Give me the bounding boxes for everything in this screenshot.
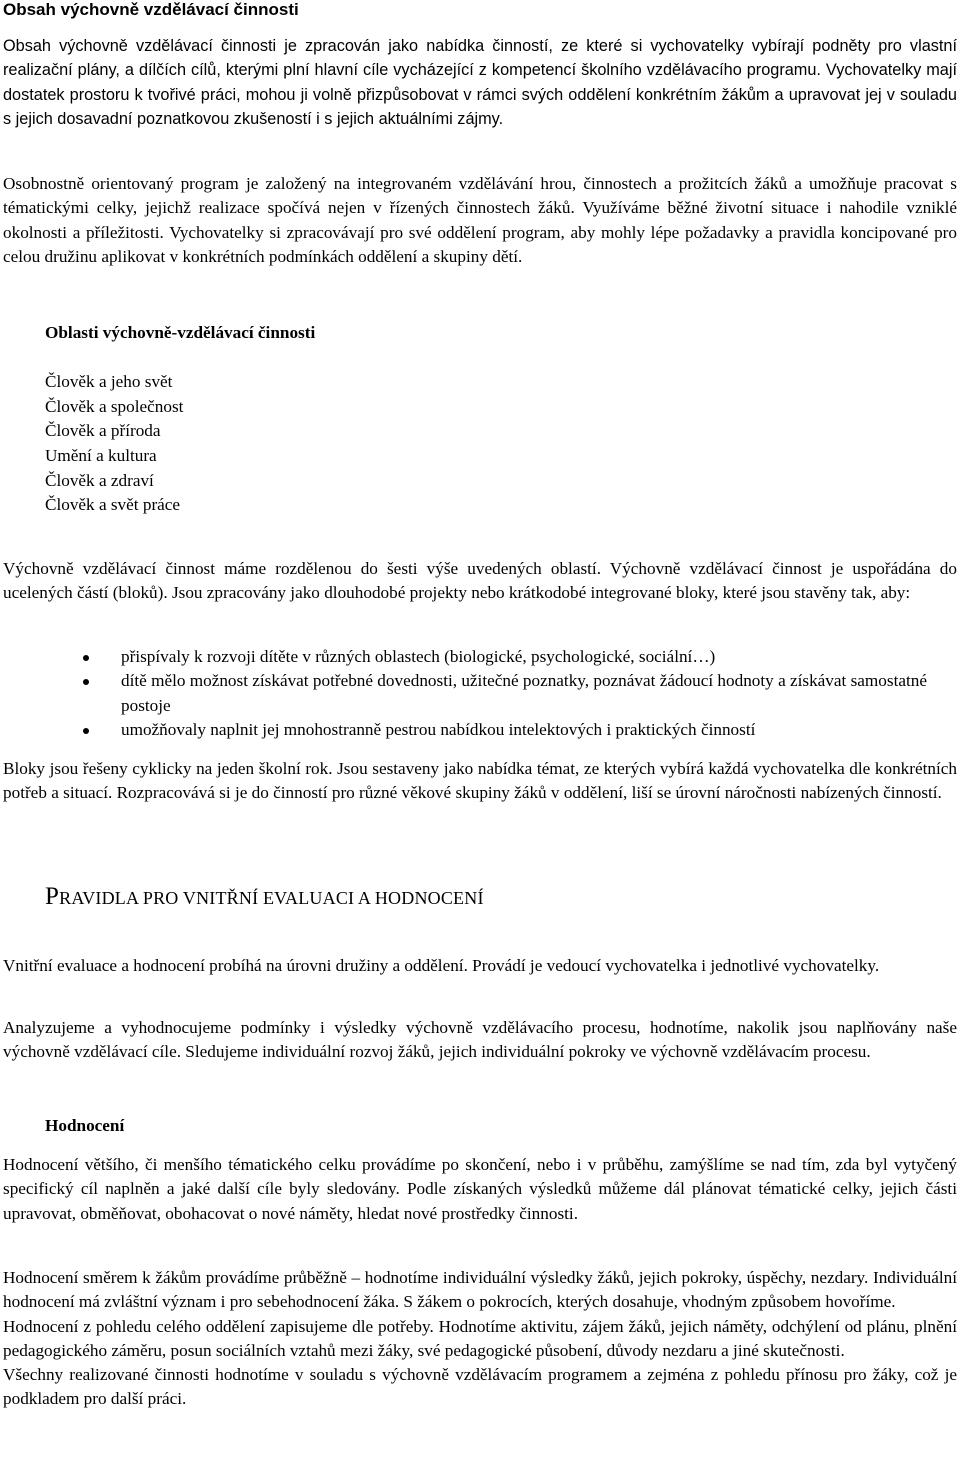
areas-heading: Oblasti výchovně-vzdělávací činnosti [45,323,316,342]
evaluation-paragraph-2 [3,1016,957,1065]
section-heading-obsah: Obsah výchovně vzdělávací činnosti [3,0,299,19]
paragraph-text: Hodnocení z pohledu celého oddělení zapisujeme dle potřeby. Hodnotíme aktivitu, zájem žáků, jejich náměty, odchýlení od plánu, plnění pedagogického záměru, posun sociálních vztahů mezi žáky, své pedagogické působení, důvody nezdaru a jiné skutečnosti. [3,1316,957,1360]
area-item: Člověk a jeho svět [45,372,173,391]
intro-paragraph-2 [3,172,957,269]
goals-bullet-list [3,645,957,742]
paragraph-text: Obsah výchovně vzdělávací činnosti je zpracován jako nabídka činností, ze které si vychovatelky vybírají podněty pro vlastní realizační plány, a dílčích cílů, kterými plní hlavní cíle vycházející z kompetencí školního vzdělávacího programu. Vychovatelky mají dostatek prostoru k tvořivé práci, mohou ji volně přizpůsobovat v rámci svých oddělení konkrétním žákům a upravovat jej v souladu s jejich dosavadní poznatkovou zkušeností i s jejich aktuálními zájmy. [3,37,957,128]
bullet-item [3,669,957,718]
area-item: Člověk a společnost [45,396,184,416]
paragraph-text: Výchovně vzdělávací činnost máme rozdělenou do šesti výše uvedených oblastí. Výchovně vzdělávací činnost je uspořádána do ucelených částí (bloků). Jsou zpracovány jako dlouhodobé projekty nebo krátkodobé integrované bloky, které jsou stavěny tak, aby: [3,559,957,603]
bullet-dot-icon [83,655,89,661]
areas-paragraph [3,557,957,606]
paragraph-text: Bloky jsou řešeny cyklicky na jeden školní rok. Jsou sestaveny jako nabídka témat, ze kterých vybírá každá vychovatelka dle konkrétních potřeb a situací. Rozpracovává si je do činností pro různé věkové skupiny žáků v oddělení, liší se úrovní náročnosti nabízených činností. [3,759,957,803]
area-item: Člověk a zdraví [45,470,154,490]
areas-list [45,370,183,518]
bullet-dot-icon [83,679,89,685]
paragraph-text: Osobnostně orientovaný program je založený na integrovaném vzdělávání hrou, činnostech a prožitcích žáků a umožňuje pracovat s tématickými celky, jejichž realizace spočívá nejen v řízených činnostech žáků. Využíváme běžné životní situace i nahodile vzniklé okolnosti a příležitosti. Vychovatelky si zpracovávají pro své oddělení program, aby mohly lépe požadavky a pravidla koncipované pro celou družinu aplikovat v konkrétních podmínkách oddělení a skupiny dětí. [3,174,957,266]
bullet-text: přispívaly k rozvoji dítěte v různých oblastech (biologické, psychologické, sociální…) [121,647,716,666]
hodnoceni-paragraph-1 [3,1153,957,1226]
hodnoceni-heading: Hodnocení [45,1116,125,1135]
paragraph-text: Hodnocení většího, či menšího tématického celku provádíme po skončení, nebo i v průběhu, zamýšlíme se nad tím, zda byl vytyčený specifický cíl naplněn a jaké další cíle byly sledovány. Podle získaných výsledků můžeme dál plánovat tématické celky, jejich části upravovat, obměňovat, obohacovat o nové náměty, hledat nové prostředky činnosti. [3,1155,957,1223]
area-item: Člověk a svět práce [45,495,181,515]
paragraph-text: Hodnocení směrem k žákům provádíme průběžně – hodnotíme individuální výsledky žáků, jejich pokroky, úspěchy, nezdary. Individuální hodnocení má zvláštní význam i pro sebehodnocení žáka. S žákem o pokrocích, kterých dosahuje, vhodným způsobem hovoříme. [3,1268,957,1312]
evaluation-heading-cap: P [45,883,60,910]
bullet-item [3,645,957,669]
evaluation-paragraph-1 [3,954,957,978]
bullet-text: dítě mělo možnost získávat potřebné dovednosti, užitečné poznatky, poznávat žádoucí hodnoty a získávat samostatné postoje [121,671,927,715]
evaluation-heading [45,885,484,910]
paragraph-text: Vnitřní evaluace a hodnocení probíhá na úrovni družiny a oddělení. Provádí je vedoucí vychovatelka i jednotlivé vychovatelky. [3,956,880,975]
bullet-item [3,718,957,742]
paragraph-text: Všechny realizované činnosti hodnotíme v souladu s výchovně vzdělávacím programem a zejména z pohledu přínosu pro žáky, což je podkladem pro další práci. [3,1365,957,1409]
blocks-paragraph [3,757,957,806]
paragraph-text: Analyzujeme a vyhodnocujeme podmínky i výsledky výchovně vzdělávacího procesu, hodnotíme, nakolik jsou naplňovány naše výchovně vzdělávací cíle. Sledujeme individuální rozvoj žáků, jejich individuální pokroky ve výchovně vzdělávacím procesu. [3,1018,957,1062]
area-item: Umění a kultura [45,446,157,466]
bullet-dot-icon [83,728,89,734]
hodnoceni-paragraph-2 [3,1266,957,1412]
area-item: Člověk a příroda [45,421,161,441]
bullet-text: umožňovaly naplnit jej mnohostranně pestrou nabídkou intelektových i praktických činností [121,719,756,739]
intro-paragraph-1 [3,34,957,131]
evaluation-heading-rest: RAVIDLA PRO VNITŘNÍ EVALUACI A HODNOCENÍ [59,888,484,908]
